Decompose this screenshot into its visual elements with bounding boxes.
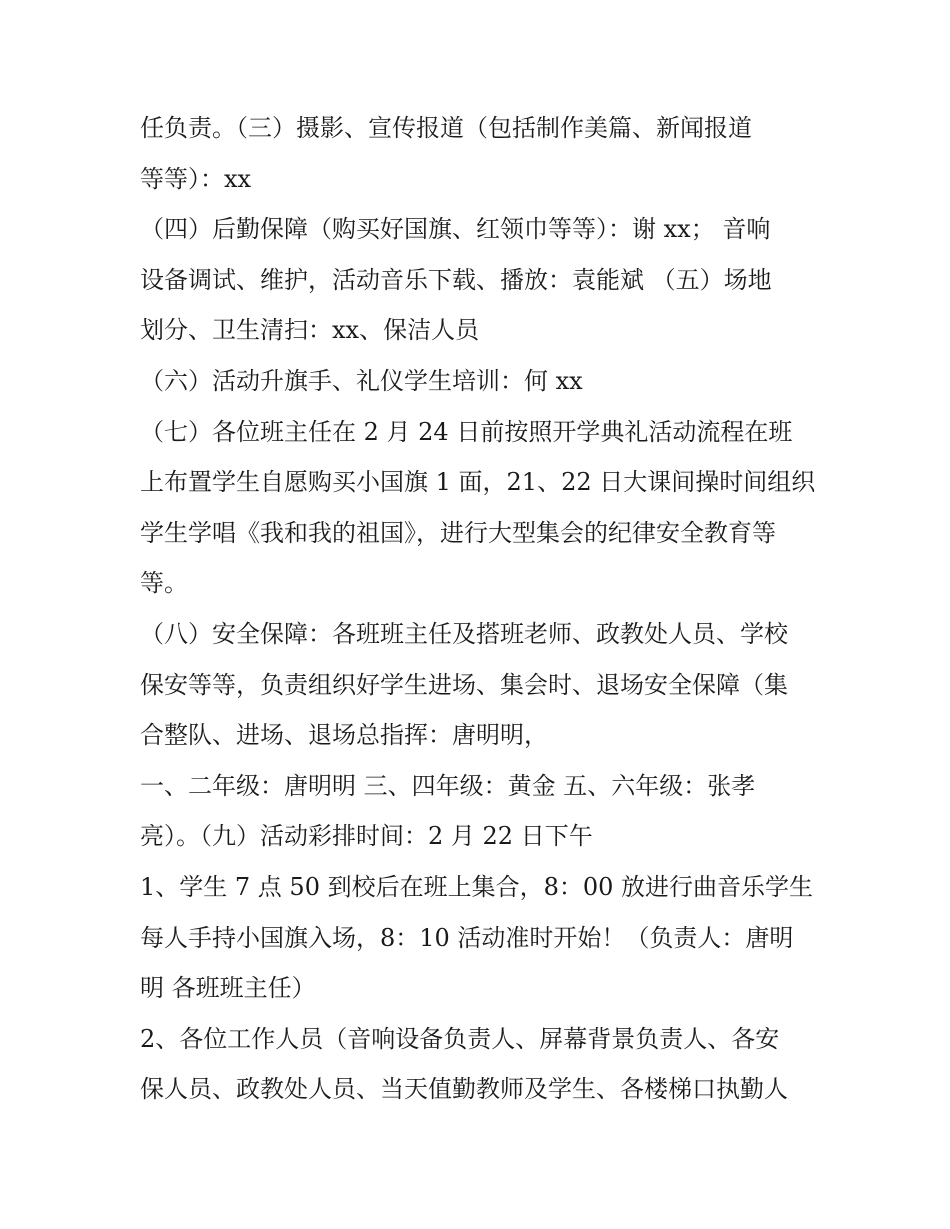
text-line: 任负责。（三）摄影、宣传报道（包括制作美篇、新闻报道: [140, 114, 752, 142]
text-line: （六）活动升旗手、礼仪学生培训：何 xx: [140, 366, 583, 395]
text-line: 等等）：xx: [140, 164, 252, 193]
text-line: 学生学唱《我和我的祖国》，进行大型集会的纪律安全教育等: [140, 518, 776, 547]
text-line: 上布置学生自愿购买小国旗 1 面，21、22 日大课间操时间组织: [140, 468, 816, 497]
text-line: 1、学生 7 点 50 到校后在班上集合，8：00 放进行曲音乐学生: [140, 872, 814, 901]
text-line: 亮）。（九）活动彩排时间：2 月 22 日下午: [140, 822, 593, 851]
text-line: 保安等等，负责组织好学生进场、集会时、退场安全保障（集: [140, 670, 788, 699]
text-line: 明 各班班主任）: [140, 974, 316, 1003]
text-line: （七）各位班主任在 2 月 24 日前按照开学典礼活动流程在班: [140, 417, 793, 446]
text-line: 2、各位工作人员（音响设备负责人、屏幕背景负责人、各安: [140, 1024, 780, 1053]
text-line: 保人员、政教处人员、当天值勤教师及学生、各楼梯口执勤人: [140, 1075, 788, 1104]
text-line: 一、二年级：唐明明 三、四年级：黄金 五、六年级：张孝: [140, 771, 756, 800]
document-body: [140, 103, 820, 1115]
text-line: 划分、卫生清扫：xx、保洁人员: [140, 316, 480, 345]
text-line: 设备调试、维护，活动音乐下载、播放：袁能斌 （五）场地: [140, 265, 772, 294]
text-line: 等。: [140, 569, 188, 598]
text-line: （四）后勤保障（购买好国旗、红领巾等等）：谢 xx； 音响: [140, 215, 771, 244]
text-line: 合整队、进场、退场总指挥：唐明明，: [140, 721, 548, 750]
text-line: 每人手持小国旗入场，8：10 活动准时开始！（负责人：唐明: [140, 923, 794, 952]
text-line: （八）安全保障：各班班主任及搭班老师、政教处人员、学校: [140, 619, 788, 648]
